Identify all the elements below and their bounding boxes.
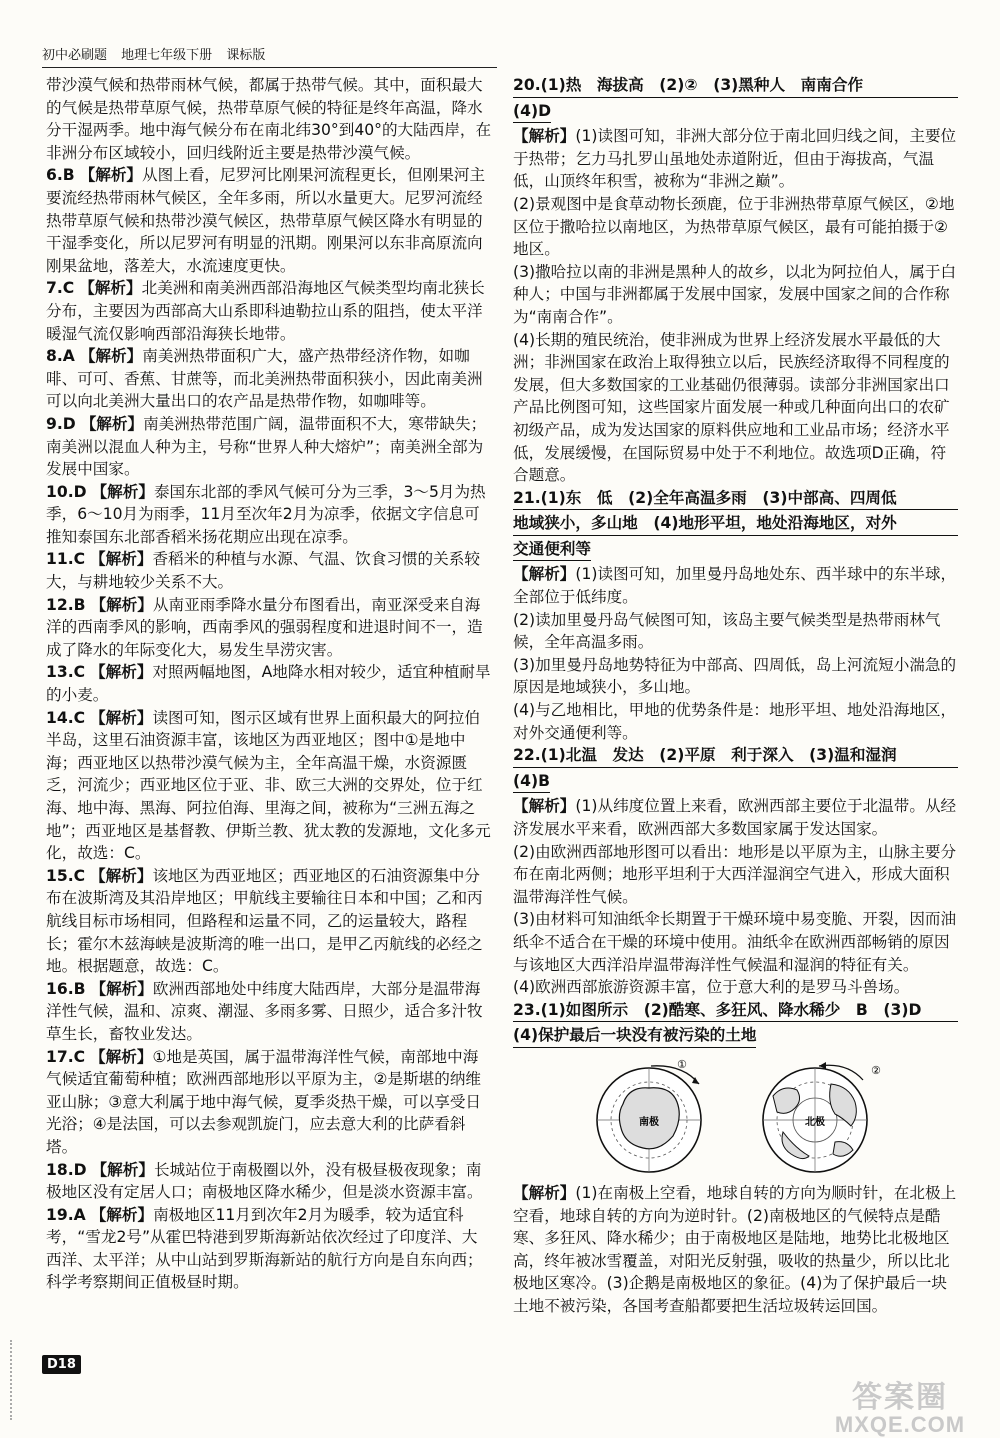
answer-choice: A: [62, 347, 75, 366]
answer-item: [46, 548, 493, 593]
answer-item: [46, 661, 493, 706]
question-number: 6.: [46, 166, 63, 185]
south-pole-label: 南极: [638, 1116, 659, 1128]
answer-choice: D: [73, 482, 87, 501]
analysis-tag: 【解析】: [91, 482, 154, 501]
analysis-text: 北美洲和南美洲西部沿海地区气候类型均南北狭长分布，主要因为西部高大山系即科迪勒拉山系的阻挡，使太平洋暖湿气流仅影响西部沿海狭长地带。: [46, 279, 485, 343]
answer-item: [46, 164, 493, 277]
header-book: 初中必刷题: [42, 48, 108, 63]
question-number: 12.: [46, 595, 74, 614]
answer-line: (4)B: [513, 770, 550, 794]
analysis-paragraph: [513, 654, 958, 699]
analysis-text: (2)由欧洲西部地形图可以看出：地形是以平原为主，山脉主要分布在南北两侧；地形平坦利于大西洋湿润空气进入，形成大面积温带海洋性气候。: [513, 842, 957, 906]
question-number: 22.: [513, 746, 541, 765]
question-22: [513, 744, 958, 999]
question-23: [513, 999, 958, 1318]
analysis-text: (3)撒哈拉以南的非洲是黑种人的故乡，以北为阿拉伯人，属于白种人；中国与非洲都属于发展中国家，发展中国家之间的合作称为“南南合作”。: [513, 262, 957, 326]
analysis-text: 读图可知，图示区域有世界上面积最大的阿拉伯半岛，这里石油资源丰富，该地区为西亚地区；图中①是地中海；西亚地区以热带沙漠气候为主，全年高温干燥，水资源匮乏，河流少；西亚地区位于亚、非、欧三大洲的交界处，位于红海、地中海、黑海、阿拉伯海、里海之间，被称为“三洲五海之地”；西亚地区是基督教、伊斯兰教、犹太教的发源地，文化多元化，故选：C。: [46, 708, 491, 863]
question-number: 20.: [513, 76, 541, 94]
margin-dots: [10, 1340, 46, 1420]
analysis-text: (3)加里曼丹岛地势特征为中部高、四周低，岛上河流短小湍急的原因是地域狭小，多山地。: [513, 655, 957, 697]
answer-choice: C: [62, 279, 75, 298]
answer-item: [46, 707, 493, 865]
analysis-tag: 【解析】: [513, 1183, 576, 1202]
watermark-text: 答案圈: [852, 1381, 948, 1414]
analysis-text: 南极地区11月到次年2月为暖季，较为适宜科考，“雪龙2号”从霍巴特港到罗斯海新站依次经过了印度洋、大西洋、太平洋；从中山站到罗斯海新站的航行方向是自东向西；科学考察期间正值极昼时期。: [46, 1205, 483, 1292]
question-number: 23.: [513, 1000, 541, 1019]
question-number: 17.: [46, 1047, 74, 1066]
analysis-paragraph: [513, 329, 958, 487]
answer-choice: C: [73, 866, 86, 885]
analysis-text: (1)读图可知，加里曼丹岛地处东、西半球中的东半球，全部位于低纬度。: [513, 565, 957, 607]
analysis-tag: 【解析】: [90, 1047, 153, 1066]
header-edition: 课标版: [226, 48, 266, 63]
question-number: 11.: [46, 550, 74, 569]
question-number: 14.: [46, 708, 74, 727]
analysis-paragraph: [513, 563, 958, 608]
analysis-text: (1)读图可知，非洲大部分位于南北回归线之间，主要位于热带；乞力马扎罗山虽地处赤道附近，但由于海拔高，气温低，山顶终年积雪，被称为“非洲之巅”。: [513, 127, 957, 191]
analysis-block: [513, 125, 958, 487]
analysis-text: (1)在南极上空看，地球自转的方向为顺时针，在北极上空看，地球自转的方向为逆时针。(2)南极地区的气候特点是酷寒、多狂风、降水稀少；由于南极地区是陆地，地势比北极地区高，终年被冰雪覆盖，对阳光反射强，吸收的热量少，所以比北极地区寒冷。(3)企鹅是南极地区的象征。(4)为了保护最后一块土地不被污染，各国考查船都要把生活垃圾转运回国。: [513, 1183, 957, 1315]
answer-item: [46, 1204, 493, 1294]
analysis-text: 从南亚雨季降水量分布图看出，南亚深受来自海洋的西南季风的影响，西南季风的强弱程度和进退时间不一，造成了降水的年际变化大，易发生旱涝灾害。: [46, 595, 483, 659]
answer-item: [46, 1046, 493, 1159]
answer-choice: B: [62, 166, 75, 185]
analysis-tag: 【解析】: [513, 797, 576, 816]
page-header: [42, 44, 497, 68]
analysis-text: (3)由材料可知油纸伞长期置于干燥环境中易变脆、开裂，因而油纸伞不适合在干燥的环境中使用。油纸伞在欧洲西部畅销的原因与该地区大西洋沿岸温带海洋性气候温和湿润的特征有关。: [513, 910, 957, 974]
answer-line: 交通便利等: [513, 538, 591, 562]
answer-line: (4)D: [513, 100, 551, 124]
analysis-tag: 【解析】: [90, 1205, 154, 1224]
analysis-text: 香稻米的种植与水源、气温、饮食习惯的关系较大，与耕地较少关系不大。: [46, 550, 480, 592]
answer-line: (4)保护最后一块没有被污染的土地: [513, 1024, 756, 1048]
analysis-tag: 【解析】: [79, 347, 143, 366]
right-column: [513, 74, 958, 1318]
answer-item: [46, 481, 493, 549]
analysis-paragraph: [513, 193, 958, 261]
question-number: 8.: [46, 347, 63, 366]
analysis-tag: 【解析】: [90, 866, 153, 885]
analysis-text: 欧洲西部地处中纬度大陆西岸，大部分是温带海洋性气候，温和、凉爽、潮湿、多雨多雾、日照少，适合多汁牧草生长，畜牧业发达。: [46, 979, 483, 1043]
analysis-text: (2)景观图中是食草动物长颈鹿，位于非洲热带草原气候区，②地区位于撒哈拉以南地区，为热带草原气候区，最有可能拍摄于②地区。: [513, 194, 955, 259]
answer-choice: C: [73, 663, 86, 682]
question-number: 10.: [46, 482, 74, 501]
answer-item: [46, 865, 493, 978]
analysis-tag: 【解析】: [90, 595, 153, 614]
north-pole-diagram: [743, 1056, 893, 1176]
analysis-text: 泰国东北部的季风气候可分为三季，3～5月为热季，6～10月为雨季，11月至次年2月为凉季，依据文字信息可推知泰国东北部香稻米扬花期应出现在凉季。: [46, 482, 486, 546]
watermark-logo: [820, 1372, 980, 1438]
analysis-paragraph: [513, 261, 958, 329]
question-number: 21.: [513, 488, 541, 507]
question-21: [513, 487, 958, 745]
analysis-text: 从图上看，尼罗河比刚果河流程更长，但刚果河主要流经热带雨林气候区，全年多雨，所以水量更大。尼罗河流经热带草原气候和热带沙漠气候区，热带草原气候区降水有明显的干湿季变化，所以尼罗河有明显的汛期。刚果河以东非高原流向刚果盆地，落差大，水流速度更快。: [46, 166, 486, 275]
analysis-text: 南美洲热带范围广阔，温带面积不大，寒带缺失；南美洲以混血人种为主，号称“世界人种大熔炉”；南美洲全部为发展中国家。: [46, 414, 487, 479]
analysis-paragraph: [513, 1182, 958, 1318]
header-subject: 地理七年级下册: [121, 48, 213, 63]
analysis-paragraph: [513, 976, 958, 999]
analysis-text: (4)与乙地相比，甲地的优势条件是：地形平坦、地处沿海地区，对外交通便利等。: [513, 701, 957, 742]
polar-rotation-figure: [513, 1056, 958, 1176]
question-number: 16.: [46, 979, 74, 998]
analysis-tag: 【解析】: [79, 279, 142, 298]
analysis-text: (4)长期的殖民统治，使非洲成为世界上经济发展水平最低的大洲；非洲国家在政治上取得独立以后，民族经济取得不同程度的发展，但大多数国家的工业基础仍很薄弱。读部分非洲国家出口产品比例图可知，这些国家片面发展一种或几种面向出口的农矿初级产品，成为发达国家的原料供应地和工业品市场；经济水平低，发展缓慢，在国际贸易中处于不利地位。故选项D正确，符合题意。: [513, 330, 950, 485]
watermark-url: MXQE.COM: [834, 1412, 966, 1437]
analysis-paragraph: [513, 795, 958, 840]
question-number: 9.: [46, 414, 63, 433]
answer-item: [46, 413, 493, 481]
analysis-text: (1)从纬度位置上来看，欧洲西部主要位于北温带。从经济发展水平来看，欧洲西部大多数国家属于发达国家。: [513, 797, 957, 838]
analysis-text: ①地是英国，属于温带海洋性气候，南部地中海气候适宜葡萄种植；欧洲西部地形以平原为主，②是斯堪的纳维亚山脉；③意大利属于地中海气候，夏季炎热干燥，可以享受日光浴；④是法国，可以去参观凯旋门，应去意大利的比萨看斜塔。: [46, 1047, 482, 1156]
answer-choice: A: [73, 1205, 86, 1224]
answer-choice: C: [73, 550, 86, 569]
analysis-paragraph: [513, 908, 958, 976]
analysis-tag: 【解析】: [90, 550, 153, 569]
analysis-paragraph: [513, 609, 958, 654]
analysis-text: 该地区为西亚地区；西亚地区的石油资源集中分布在波斯湾及其沿岸地区；甲航线主要输往日本和中国；乙和丙航线目标市场相同，但路程和运量不同，乙的运量较大，路程长；霍尔木兹海峡是波斯湾的唯一出口，是甲乙丙航线的必经之地。根据题意，故选：C。: [46, 866, 483, 976]
left-column: [46, 74, 493, 1294]
question-number: 18.: [46, 1160, 74, 1179]
answer-line: (1)如图所示 (2)酷寒、多狂风、降水稀少 B (3)D: [540, 1000, 922, 1019]
answer-line: (1)北温 发达 (2)平原 利于深入 (3)温和湿润: [540, 746, 897, 765]
analysis-text: 长城站位于南极圈以外，没有极昼极夜现象；南极地区没有定居人口；南极地区降水稀少，但是淡水资源丰富。: [46, 1160, 483, 1202]
answer-item: [46, 1159, 493, 1204]
page-number: D18: [42, 1355, 81, 1374]
analysis-tag: 【解析】: [90, 708, 153, 727]
question-number: 15.: [46, 866, 74, 885]
analysis-text: (2)读加里曼丹岛气候图可知，该岛主要气候类型是热带雨林气候，全年高温多雨。: [513, 610, 941, 652]
question-20: [513, 74, 958, 487]
analysis-tag: 【解析】: [513, 565, 576, 584]
answer-item: [46, 277, 493, 345]
rotation-marker-2: ②: [870, 1063, 881, 1077]
analysis-tag: 【解析】: [80, 414, 144, 433]
answer-choice: D: [62, 414, 76, 433]
analysis-paragraph: [513, 125, 958, 193]
analysis-tag: 【解析】: [90, 663, 153, 682]
answer-line: 地域狭小，多山地 (4)地形平坦，地处沿海地区，对外: [513, 512, 958, 536]
analysis-text: 南美洲热带面积广大，盛产热带经济作物，如咖啡、可可、香蕉、甘蔗等，而北美洲热带面积狭小，因此南美洲可以向北美洲大量出口的农产品是热带作物，如咖啡等。: [46, 347, 483, 411]
analysis-tag: 【解析】: [79, 166, 143, 185]
analysis-tag: 【解析】: [90, 979, 153, 998]
question-number: 19.: [46, 1205, 74, 1224]
answer-line: (1)东 低 (2)全年高温多雨 (3)中部高、四周低: [540, 488, 897, 507]
analysis-text: 对照两幅地图，A地降水相对较少，适宜种植耐旱的小麦。: [46, 663, 491, 705]
analysis-tag: 【解析】: [91, 1160, 154, 1179]
analysis-block: [513, 563, 958, 744]
analysis-text: (4)欧洲西部旅游资源丰富，位于意大利的是罗马斗兽场。: [513, 978, 910, 997]
answer-choice: B: [73, 595, 86, 614]
question-number: 7.: [46, 279, 63, 298]
answer-list-left: [46, 164, 493, 1294]
question-number: 13.: [46, 663, 74, 682]
analysis-paragraph: [513, 699, 958, 744]
rotation-marker-1: ①: [676, 1057, 687, 1071]
answer-item: [46, 978, 493, 1046]
answer-line: (1)热 海拔高 (2)② (3)黑种人 南南合作: [540, 76, 864, 94]
answer-choice: C: [73, 708, 86, 727]
answer-choice: D: [73, 1160, 87, 1179]
analysis-block: [513, 795, 958, 998]
answer-item: [46, 345, 493, 413]
answer-item: [46, 594, 493, 662]
analysis-tag: 【解析】: [513, 127, 576, 146]
answer-choice: C: [73, 1047, 86, 1066]
answer-choice: B: [73, 979, 86, 998]
south-pole-diagram: [579, 1056, 729, 1176]
analysis-paragraph: [513, 841, 958, 909]
intro-paragraph: 带沙漠气候和热带雨林气候，都属于热带气候。其中，面积最大的气候是热带草原气候，热带草原气候的特征是终年高温，降水分干湿两季。地中海气候分布在南北纬30°到40°的大陆西岸，在非洲分布区域较小，回归线附近主要是热带沙漠气候。: [46, 76, 492, 162]
north-pole-label: 北极: [804, 1116, 825, 1128]
